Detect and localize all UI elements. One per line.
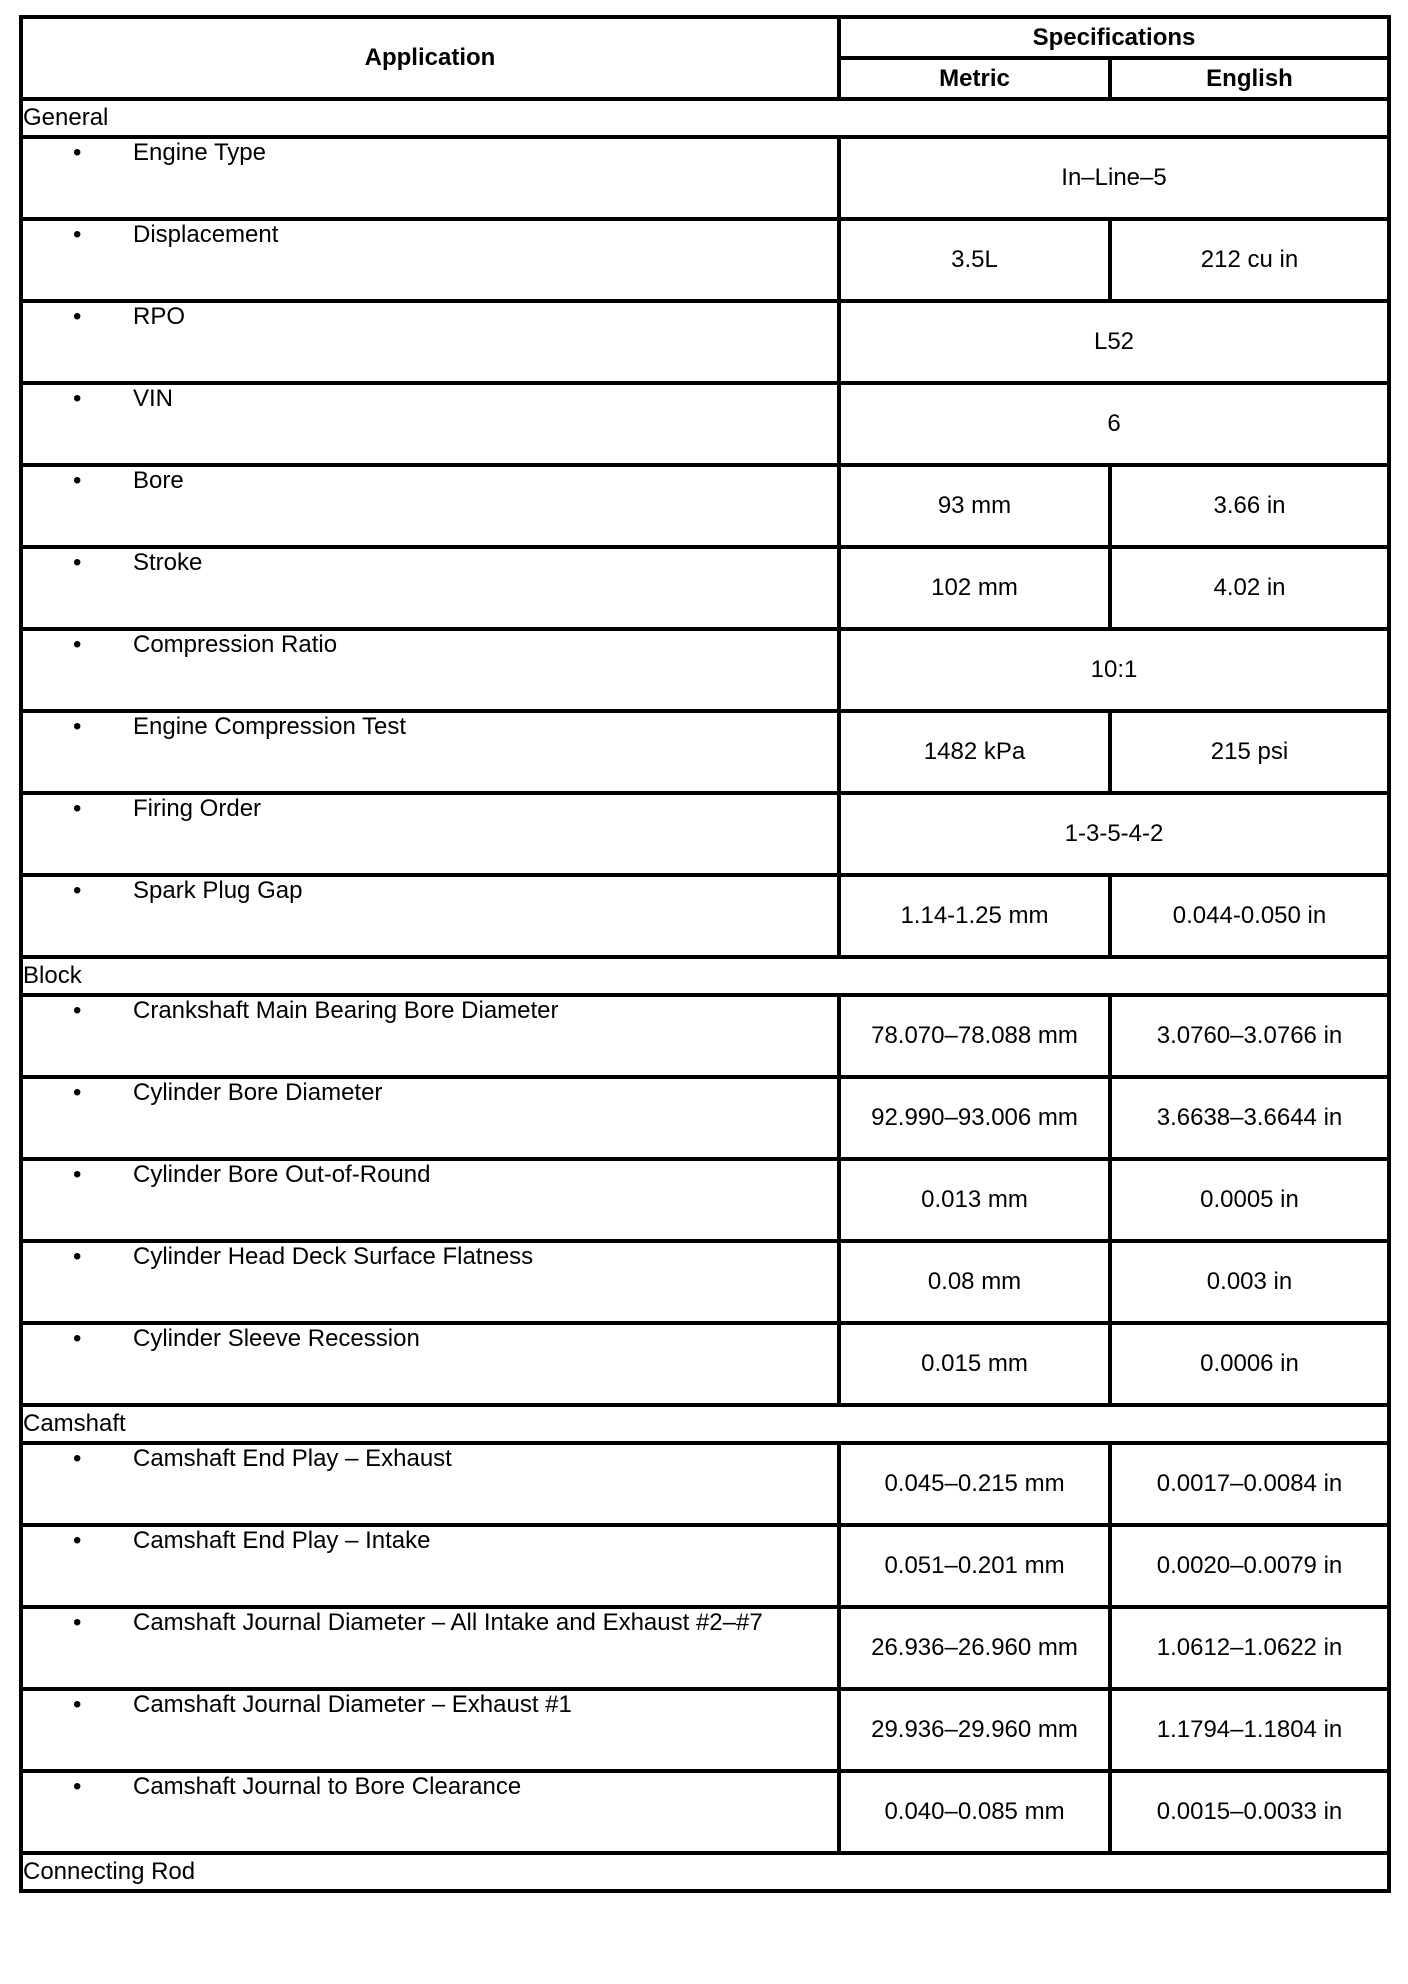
spec-label: Engine Type [133,139,266,166]
bullet-icon: • [73,713,82,740]
spec-value: In–Line–5 [839,137,1389,219]
metric-value: 93 mm [839,465,1110,547]
application-cell [21,301,839,383]
metric-value: 0.013 mm [839,1159,1110,1241]
section-title: Connecting Rod [21,1853,1389,1891]
application-cell [21,629,839,711]
spec-label: Cylinder Bore Out-of-Round [133,1161,431,1188]
specifications-table [19,15,1391,1893]
bullet-icon: • [73,467,82,494]
spec-value: 1-3-5-4-2 [839,793,1389,875]
metric-value: 26.936–26.960 mm [839,1607,1110,1689]
application-cell [21,383,839,465]
spec-row [21,1607,1389,1689]
english-value: 1.1794–1.1804 in [1110,1689,1389,1771]
application-cell [21,1077,839,1159]
section-row [21,957,1389,995]
spec-label: Crankshaft Main Bearing Bore Diameter [133,997,559,1024]
english-value: 212 cu in [1110,219,1389,301]
section-title: General [21,99,1389,137]
bullet-icon: • [73,1325,82,1352]
specifications-header: Specifications [839,17,1389,58]
spec-row [21,137,1389,219]
section-row [21,99,1389,137]
bullet-icon: • [73,1691,82,1718]
metric-value: 102 mm [839,547,1110,629]
english-value: 1.0612–1.0622 in [1110,1607,1389,1689]
metric-value: 1.14-1.25 mm [839,875,1110,957]
spec-row [21,711,1389,793]
application-cell [21,793,839,875]
spec-value: 6 [839,383,1389,465]
metric-value: 1482 kPa [839,711,1110,793]
bullet-icon: • [73,549,82,576]
spec-label: Stroke [133,549,203,576]
section-title: Camshaft [21,1405,1389,1443]
spec-label: Camshaft End Play – Intake [133,1527,431,1554]
bullet-icon: • [73,1445,82,1472]
application-header: Application [21,17,839,99]
bullet-icon: • [73,1609,82,1636]
spec-label: RPO [133,303,186,330]
spec-label: Firing Order [133,795,262,822]
spec-label: Displacement [133,221,279,248]
spec-row [21,793,1389,875]
bullet-icon: • [73,1243,82,1270]
spec-row [21,1241,1389,1323]
application-cell [21,465,839,547]
bullet-icon: • [73,795,82,822]
spec-label: Camshaft Journal Diameter – Exhaust #1 [133,1691,572,1718]
spec-row [21,219,1389,301]
application-cell [21,1323,839,1405]
bullet-icon: • [73,1079,82,1106]
spec-label: Camshaft Journal to Bore Clearance [133,1773,522,1800]
bullet-icon: • [73,631,82,658]
application-cell [21,1607,839,1689]
bullet-icon: • [73,1527,82,1554]
application-cell [21,711,839,793]
application-cell [21,1525,839,1607]
english-value: 0.0020–0.0079 in [1110,1525,1389,1607]
english-value: 4.02 in [1110,547,1389,629]
spec-label: Camshaft End Play – Exhaust [133,1445,452,1472]
english-value: 215 psi [1110,711,1389,793]
bullet-icon: • [73,221,82,248]
spec-label: Engine Compression Test [133,713,407,740]
section-row [21,1405,1389,1443]
spec-row [21,995,1389,1077]
application-cell [21,1443,839,1525]
bullet-icon: • [73,385,82,412]
application-cell [21,1771,839,1853]
application-cell [21,1689,839,1771]
section-title: Block [21,957,1389,995]
english-value: 0.0006 in [1110,1323,1389,1405]
spec-row [21,547,1389,629]
metric-value: 0.051–0.201 mm [839,1525,1110,1607]
english-value: 0.0017–0.0084 in [1110,1443,1389,1525]
english-value: 3.0760–3.0766 in [1110,995,1389,1077]
spec-row [21,875,1389,957]
spec-label: Cylinder Sleeve Recession [133,1325,420,1352]
metric-value: 0.040–0.085 mm [839,1771,1110,1853]
spec-row [21,1323,1389,1405]
english-value: 3.66 in [1110,465,1389,547]
metric-value: 92.990–93.006 mm [839,1077,1110,1159]
metric-value: 29.936–29.960 mm [839,1689,1110,1771]
spec-label: Cylinder Head Deck Surface Flatness [133,1243,534,1270]
application-cell [21,875,839,957]
spec-value: 10:1 [839,629,1389,711]
spec-row [21,465,1389,547]
english-value: 3.6638–3.6644 in [1110,1077,1389,1159]
spec-label: VIN [133,385,174,412]
spec-row [21,1159,1389,1241]
application-cell [21,1241,839,1323]
english-value: 0.0015–0.0033 in [1110,1771,1389,1853]
spec-label: Spark Plug Gap [133,877,303,904]
application-cell [21,1159,839,1241]
spec-row [21,1525,1389,1607]
spec-value: L52 [839,301,1389,383]
spec-label: Compression Ratio [133,631,338,658]
spec-label: Cylinder Bore Diameter [133,1079,383,1106]
english-value: 0.003 in [1110,1241,1389,1323]
application-cell [21,137,839,219]
section-row [21,1853,1389,1891]
metric-value: 78.070–78.088 mm [839,995,1110,1077]
bullet-icon: • [73,1773,82,1800]
english-value: 0.0005 in [1110,1159,1389,1241]
metric-value: 0.045–0.215 mm [839,1443,1110,1525]
application-cell [21,995,839,1077]
spec-row [21,1771,1389,1853]
bullet-icon: • [73,877,82,904]
metric-value: 0.08 mm [839,1241,1110,1323]
spec-label: Camshaft Journal Diameter – All Intake and Exhaust #2–#7 [133,1609,763,1636]
bullet-icon: • [73,997,82,1024]
spec-row [21,1689,1389,1771]
spec-row [21,301,1389,383]
spec-row [21,383,1389,465]
spec-row [21,629,1389,711]
specifications-body [21,99,1389,1891]
english-header: English [1110,58,1389,99]
english-value: 0.044-0.050 in [1110,875,1389,957]
application-cell [21,547,839,629]
metric-header: Metric [839,58,1110,99]
spec-label: Bore [133,467,184,494]
spec-row [21,1077,1389,1159]
metric-value: 0.015 mm [839,1323,1110,1405]
bullet-icon: • [73,1161,82,1188]
bullet-icon: • [73,139,82,166]
bullet-icon: • [73,303,82,330]
spec-row [21,1443,1389,1525]
application-cell [21,219,839,301]
metric-value: 3.5L [839,219,1110,301]
